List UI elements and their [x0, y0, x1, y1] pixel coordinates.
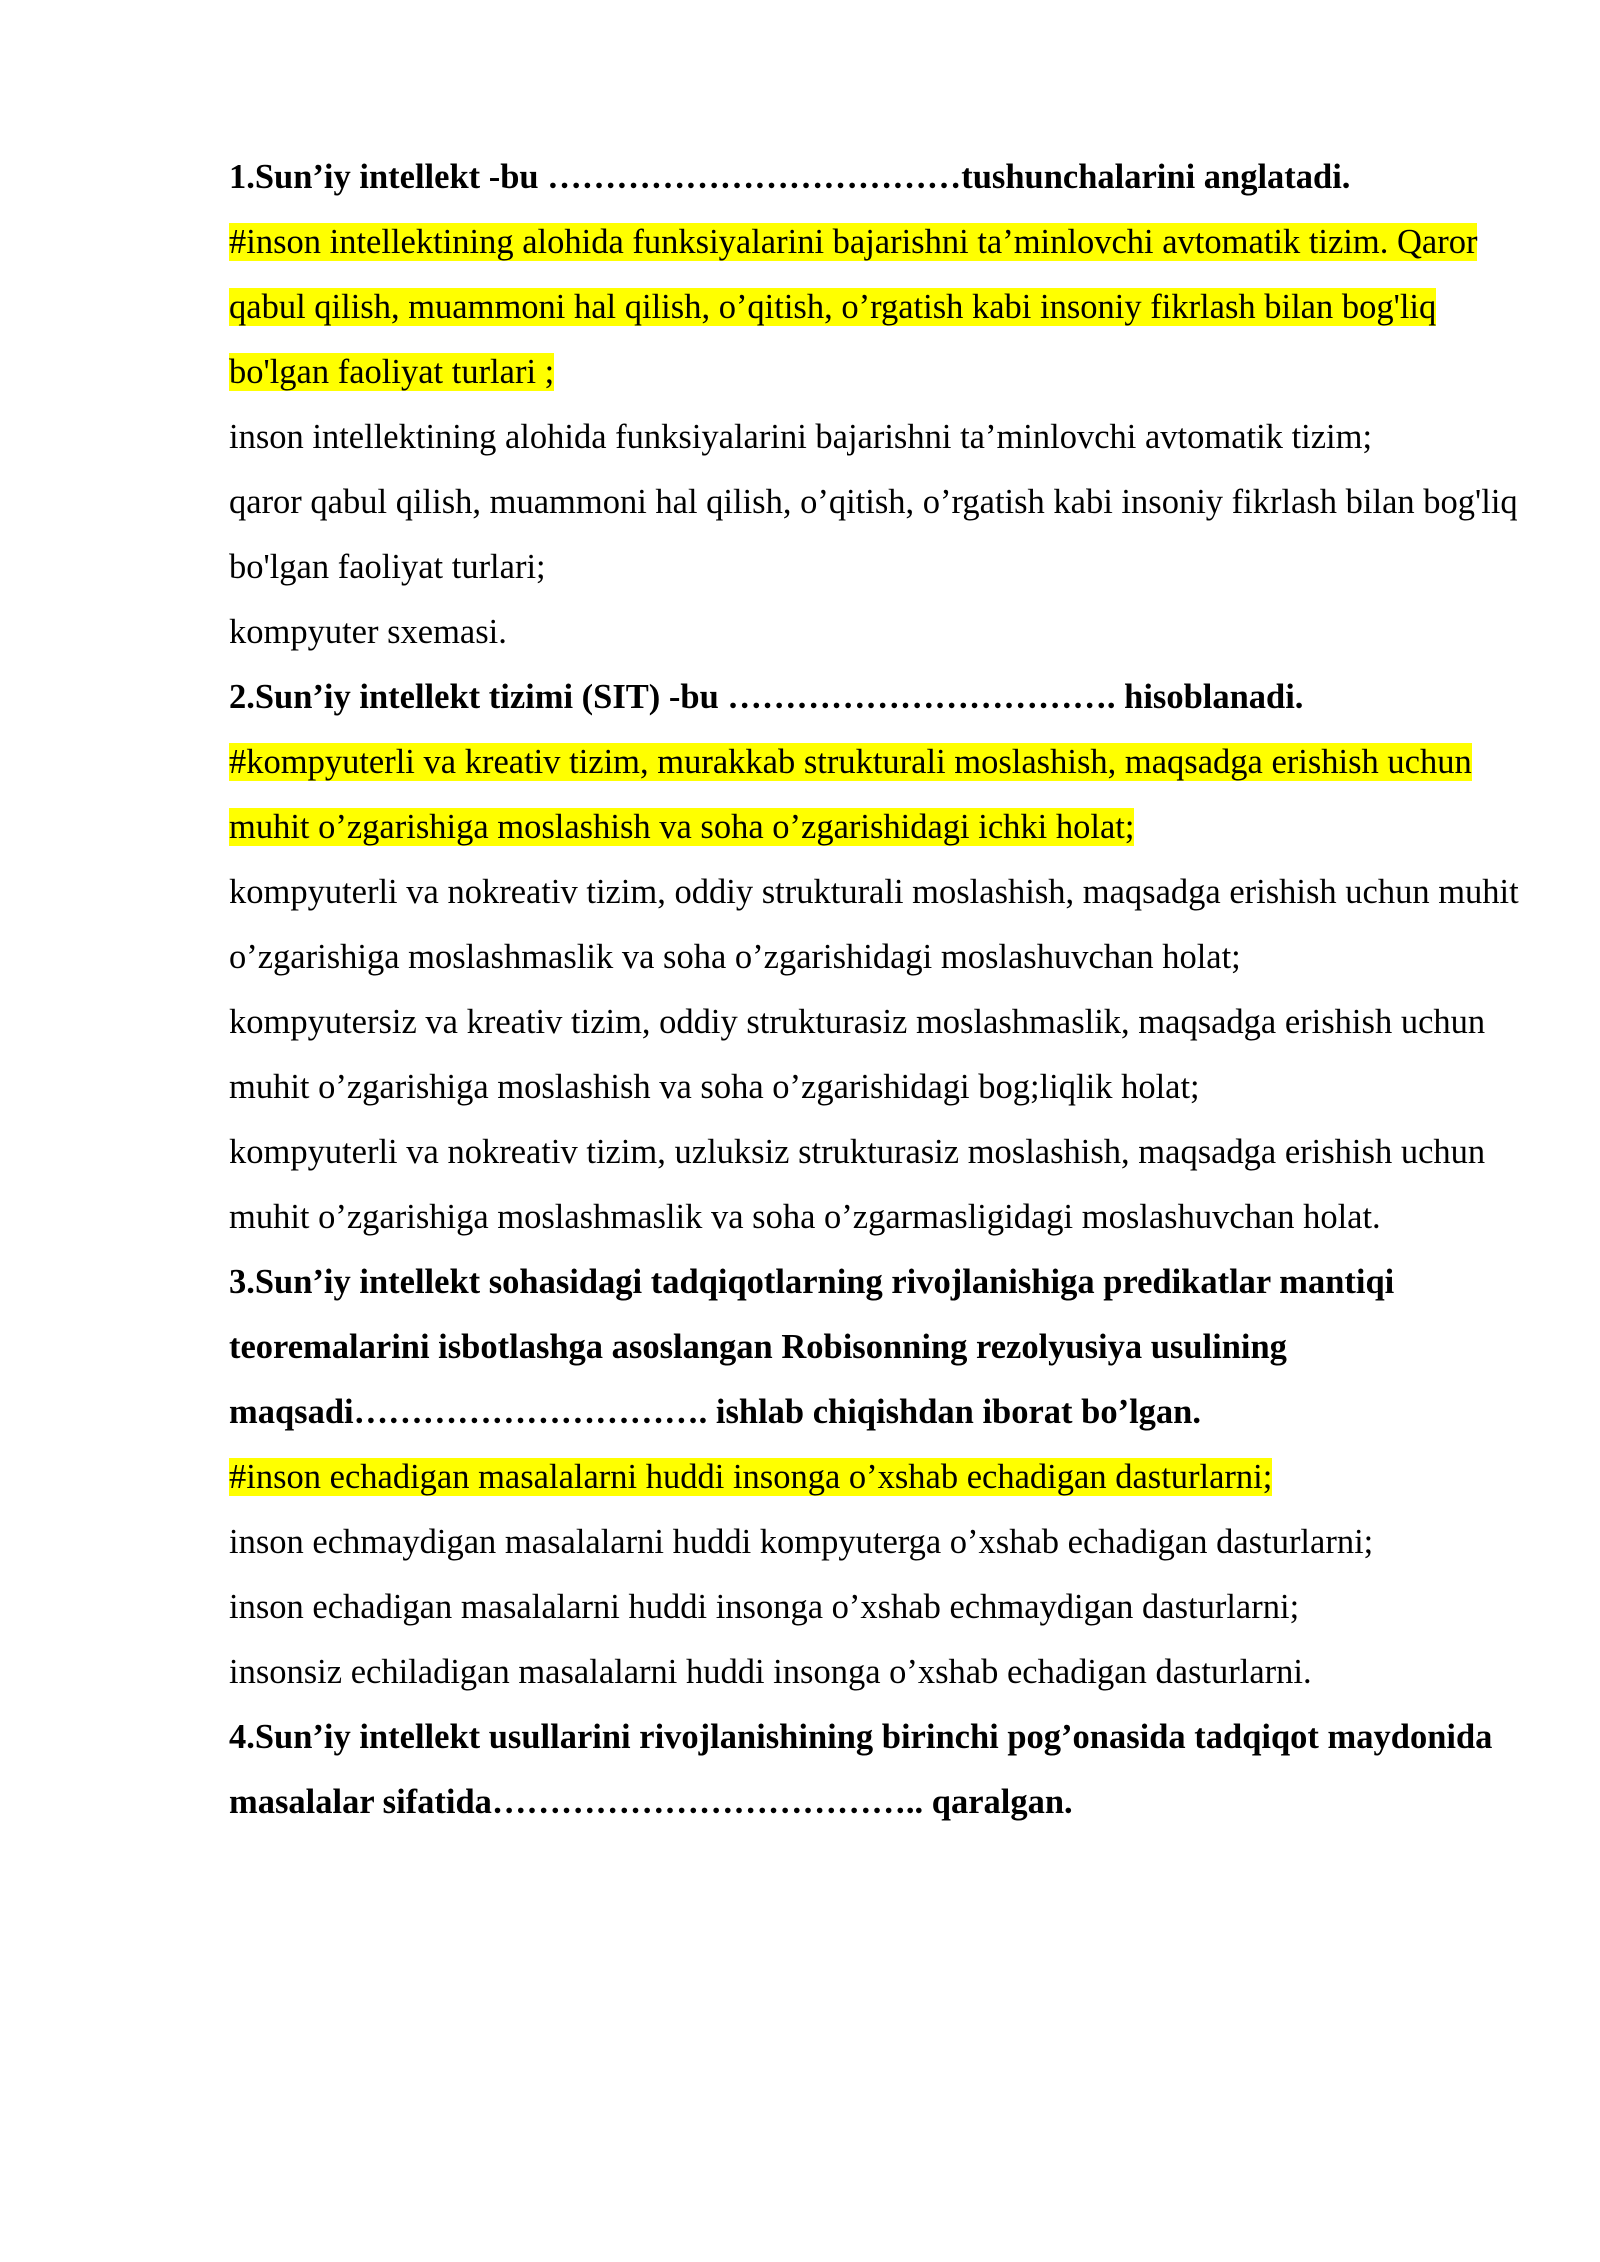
question-block-2 — [229, 665, 1529, 1250]
highlighted-answer: #inson echadigan masalalarni huddi insonga o’xshab echadigan dasturlarni; — [229, 1458, 1273, 1496]
answer-option: kompyuterli va nokreativ tizim, uzluksiz strukturasiz moslashish, maqsadga erishish uchun muhit o’zgarishiga moslashmaslik va soha o’zgarmasligidagi moslashuvchan holat. — [229, 1133, 1486, 1236]
highlighted-answer: #kompyuterli va kreativ tizim, murakkab strukturali moslashish, maqsadga erishish uchun muhit o’zgarishiga moslashish va soha o’zgarishidagi ichki holat; — [229, 743, 1472, 846]
question-block-1 — [229, 145, 1529, 665]
answer-option: inson echmaydigan masalalarni huddi kompyuterga o’xshab echadigan dasturlarni; — [229, 1523, 1374, 1561]
question-text: 2.Sun’iy intellekt tizimi (SIT) -bu ……………………………. hisoblanadi. — [229, 678, 1304, 716]
answer-option: inson intellektining alohida funksiyalarini bajarishni ta’minlovchi avtomatik tizim; — [229, 418, 1373, 456]
answer-option: kompyutersiz va kreativ tizim, oddiy strukturasiz moslashmaslik, maqsadga erishish uchun muhit o’zgarishiga moslashish va soha o’zgarishidagi bog;liqlik holat; — [229, 1003, 1486, 1106]
question-text: 4.Sun’iy intellekt usullarini rivojlanishining birinchi pog’onasida tadqiqot maydonida masalalar sifatida……………………………….. qaralgan. — [229, 1718, 1493, 1821]
answer-option: insonsiz echiladigan masalalarni huddi insonga o’xshab echadigan dasturlarni. — [229, 1653, 1312, 1691]
answer-option-correct — [229, 730, 1529, 860]
answer-option: kompyuter sxemasi. — [229, 613, 507, 651]
answer-option: qaror qabul qilish, muammoni hal qilish, o’qitish, o’rgatish kabi insoniy fikrlash bilan bog'liq bo'lgan faoliyat turlari; — [229, 483, 1518, 586]
question-text: 3.Sun’iy intellekt sohasidagi tadqiqotlarning rivojlanishiga predikatlar mantiqi teoremalarini isbotlashga asoslangan Robisonning rezolyusiya usulining maqsadi…………………………. ishlab chiqishdan iborat bo’lgan. — [229, 1263, 1395, 1431]
document-page — [229, 145, 1529, 1835]
question-text: 1.Sun’iy intellekt -bu ………………………………tushunchalarini anglatadi. — [229, 158, 1351, 196]
question-block-4 — [229, 1705, 1529, 1835]
question-block-3 — [229, 1250, 1529, 1705]
answer-option: inson echadigan masalalarni huddi insonga o’xshab echmaydigan dasturlarni; — [229, 1588, 1300, 1626]
answer-option: kompyuterli va nokreativ tizim, oddiy strukturali moslashish, maqsadga erishish uchun muhit o’zgarishiga moslashmaslik va soha o’zgarishidagi moslashuvchan holat; — [229, 873, 1519, 976]
highlighted-answer: #inson intellektining alohida funksiyalarini bajarishni ta’minlovchi avtomatik tizim. Qaror qabul qilish, muammoni hal qilish, o’qitish, o’rgatish kabi insoniy fikrlash bilan bog'liq bo'lgan faoliyat turlari ; — [229, 223, 1478, 391]
answer-option-correct — [229, 210, 1529, 405]
answer-option-correct — [229, 1445, 1529, 1510]
